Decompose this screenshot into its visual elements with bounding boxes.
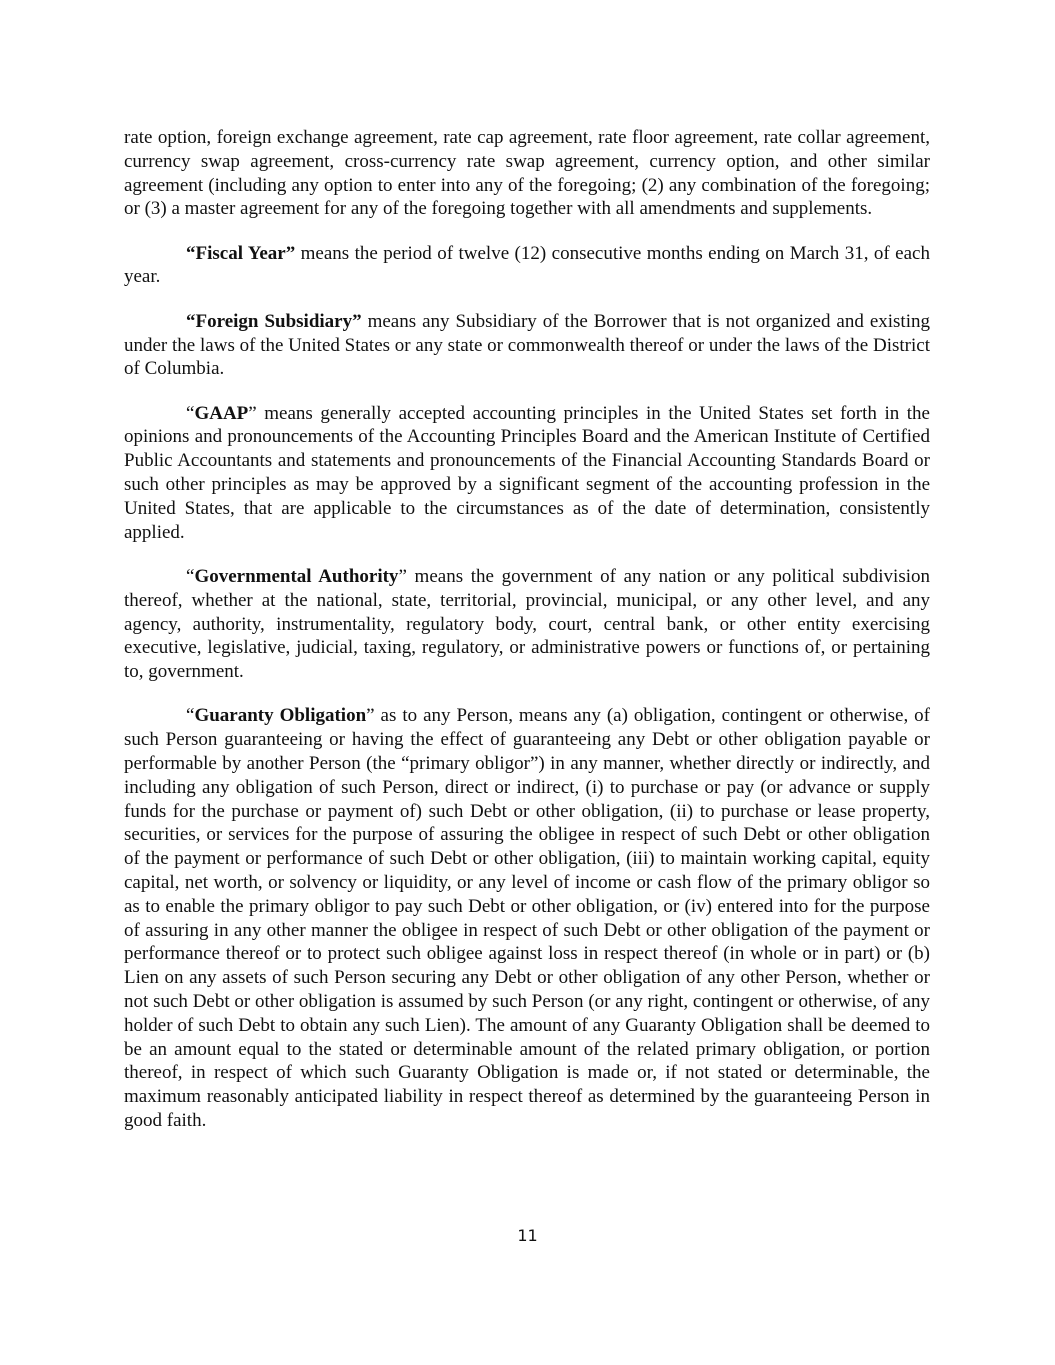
close-quote: ” bbox=[398, 565, 407, 587]
definition-gaap bbox=[124, 402, 930, 545]
defined-term: GAAP bbox=[194, 402, 249, 424]
paragraph-text: rate option, foreign exchange agreement, rate cap agreement, rate floor agreement, rate collar agreement, currency swap agreement, cross-currency rate swap agreement, currency option, and other similar agreement (including any option to enter into any of the foregoing; (2) any combination of the foregoing; or (3) a master agreement for any of the foregoing together with all amendments and supplements. bbox=[124, 127, 930, 220]
definition-text: means generally accepted accounting principles in the United States set forth in the opinions and pronouncements of the Accounting Principles Board and the American Institute of Certified Public Accountants and statements and pronouncements of the Financial Accounting Standards Board or such other principles as may be approved by a significant segment of the accounting profession in the United States, that are applicable to the circumstances as of the date of determination, consistently applied. bbox=[124, 402, 930, 543]
continuation-paragraph bbox=[124, 126, 930, 221]
defined-term: “Fiscal Year” bbox=[186, 242, 296, 264]
close-quote: ” bbox=[248, 402, 257, 424]
definition-text: means any Subsidiary of the Borrower that is not organized and existing under the laws of the United States or any state or commonwealth thereof or under the laws of the District of Columbia. bbox=[124, 310, 930, 380]
defined-term: Governmental Authority bbox=[194, 565, 399, 587]
definition-text: means the period of twelve (12) consecutive months ending on March 31, of each year. bbox=[124, 242, 930, 288]
open-quote: “ bbox=[186, 402, 195, 424]
definition-guaranty-obligation bbox=[124, 704, 930, 1132]
definition-governmental-authority bbox=[124, 565, 930, 684]
definition-fiscal-year bbox=[124, 242, 930, 290]
open-quote: “ bbox=[186, 565, 195, 587]
page-number: 11 bbox=[517, 1226, 538, 1245]
defined-term: Guaranty Obligation bbox=[194, 705, 367, 727]
definition-text: as to any Person, means any (a) obligation, contingent or otherwise, of such Person guaranteeing or having the effect of guaranteeing any Debt or other obligation payable or performable by another Person (the “primary obligor”) in any manner, whether directly or indirectly, and including any obligation of such Person, direct or indirect, (i) to purchase or pay (or advance or supply funds for the purchase or payment of) such Debt or other obligation, (ii) to purchase or lease property, securities, or services for the purpose of assuring the obligee in respect of such Debt or other obligation of the payment or performance of such Debt or other obligation, (iii) to maintain working capital, equity capital, net worth, or solvency or liquidity, or any level of income or cash flow of the primary obligor so as to enable the primary obligor to pay such Debt or other obligation, or (iv) entered into for the purpose of assuring in any other manner the obligee in respect of such Debt or other obligation of the payment or performance thereof or to protect such obligee against loss in respect thereof (in whole or in part) or (b) Lien on any assets of such Person securing any Debt or other obligation of any other Person, whether or not such Debt or other obligation is assumed by such Person (or any right, contingent or otherwise, of any holder of such Debt to obtain any such Lien). The amount of any Guaranty Obligation shall be deemed to be an amount equal to the stated or determinable amount of the related primary obligation, or portion thereof, in respect of which such Guaranty Obligation is made or, if not stated or determinable, the maximum reasonably anticipated liability in respect thereof as determined by the guaranteeing Person in good faith. bbox=[124, 705, 931, 1131]
open-quote: “ bbox=[186, 705, 195, 727]
definition-text: means the government of any nation or any political subdivision thereof, whether at the national, state, territorial, provincial, municipal, or any other level, and any agency, authority, instrumentality, regulatory body, court, central bank, or other entity exercising executive, legislative, judicial, taxing, regulatory, or administrative powers or functions of, or pertaining to, government. bbox=[124, 565, 930, 683]
close-quote: ” bbox=[366, 705, 375, 727]
defined-term: “Foreign Subsidiary” bbox=[186, 310, 362, 332]
definition-foreign-subsidiary bbox=[124, 310, 930, 381]
document-page bbox=[124, 126, 930, 1153]
